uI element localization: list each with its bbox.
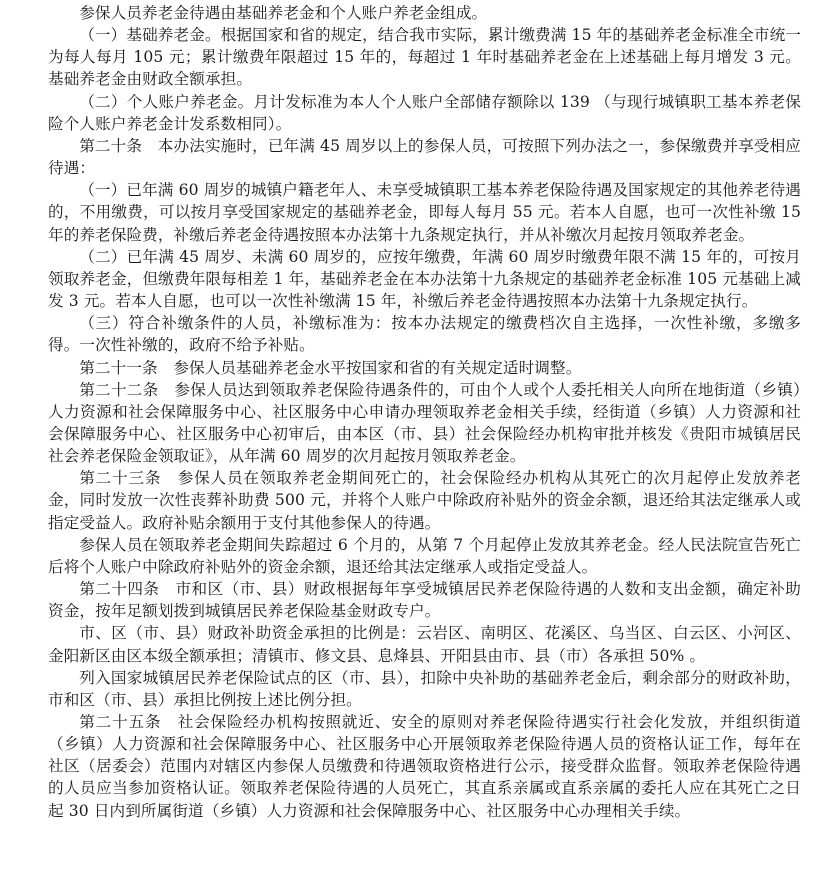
paragraph-article-23-missing: 参保人员在领取养老金期间失踪超过 6 个月的，从第 7 个月起停止发放其养老金。经人民法院宣告死亡后将个人账户中除政府补贴外的资金余额，退还给其法定继承人或指定受益人。 bbox=[48, 535, 801, 576]
paragraph-article-20: 第二十条 本办法实施时，已年满 45 周岁以上的参保人员，可按照下列办法之一，参保缴费并享受相应待遇： bbox=[48, 136, 801, 178]
paragraph-pension-composition: 参保人员养老金待遇由基础养老金和个人账户养老金组成。 bbox=[79, 4, 488, 22]
paragraph-article-23: 第二十三条 参保人员在领取养老金期间死亡的，社会保险经办机构从其死亡的次月起停止发放养老金，同时发放一次性丧葬补助费 500 元，并将个人账户中除政府补贴外的资金余额，退还给其法定继承人或指定受益人。政府补贴余额用于支付其他参保人的待遇。 bbox=[48, 469, 801, 532]
paragraph-basic-pension: （一）基础养老金。根据国家和省的规定，结合我市实际，累计缴费满 15 年的基础养老金标准全市统一为每人每月 105 元；累计缴费年限超过 15 年的，每超过 1 年时基础养老金在上述基础上每月增发 3 元。基础养老金由财政全额承担。 bbox=[48, 26, 801, 89]
paragraph-article-24: 第二十四条 市和区（市、县）财政根据每年享受城镇居民养老保险待遇的人数和支出金额，确定补助资金，按年足额划拨到城镇居民养老保险基金财政专户。 bbox=[48, 580, 801, 621]
paragraph-article-20-item-2: （二）已年满 45 周岁、未满 60 周岁的，应按年缴费，年满 60 周岁时缴费年限不满 15 年的，可按月领取养老金，但缴费年限每相差 1 年，基础养老金在本办法第十九条规定的基础养老金标准 105 元基础上减发 3 元。若本人自愿，也可以一次性补缴满 15 年，补缴后养老金待遇按照本办法第十九条规定执行。 bbox=[48, 247, 801, 311]
paragraph-article-20-item-1: （一）已年满 60 周岁的城镇户籍老年人、未享受城镇职工基本养老保险待遇及国家规定的其他养老待遇的，不用缴费，可以按月享受国家规定的基础养老金，即每人每月 55 元。若本人自愿，也可一次性补缴 15 年的养老保险费，补缴后养老金待遇按照本办法第十九条规定执行，并从补缴次月起按月领取养老金。 bbox=[48, 181, 801, 244]
paragraph-article-25: 第二十五条 社会保险经办机构按照就近、安全的原则对养老保险待遇实行社会化发放，并组织街道（乡镇）人力资源和社会保障服务中心、社区服务中心开展领取养老保险待遇人员的资格认证工作，每年在社区（居委会）范围内对辖区内参保人员缴费和待遇领取资格进行公示，接受群众监督。领取养老保险待遇的人员应当参加资格认证。领取养老保险待遇的人员死亡，其直系亲属或直系亲属的委托人应在其死亡之日起 30 日内到所属街道（乡镇）人力资源和社会保障服务中心、社区服务中心办理相关手续。 bbox=[48, 713, 801, 820]
paragraph-article-24-pilot: 列入国家城镇居民养老保险试点的区（市、县），扣除中央补助的基础养老金后，剩余部分的财政补助，市和区（市、县）承担比例按上述比例分担。 bbox=[48, 668, 801, 709]
paragraph-article-21: 第二十一条 参保人员基础养老金水平按国家和省的有关规定适时调整。 bbox=[79, 358, 582, 377]
paragraph-personal-account-pension: （二）个人账户养老金。月计发标准为本人个人账户全部储存额除以 139 （与现行城镇职工基本养老保险个人账户养老金计发系数相同）。 bbox=[48, 92, 801, 133]
paragraph-article-22: 第二十二条 参保人员达到领取养老保险待遇条件的，可由个人或个人委托相关人向所在地街道（乡镇）人力资源和社会保障服务中心、社区服务中心申请办理领取养老金相关手续，经街道（乡镇）人力资源和社会保障服务中心、社区服务中心初审后，由本区（市、县）社会保险经办机构审批并核发《贵阳市城镇居民社会养老保险金领取证》，从年满 60 周岁的次月起按月领取养老金。 bbox=[48, 380, 801, 466]
paragraph-article-20-item-3: （三）符合补缴条件的人员，补缴标准为：按本办法规定的缴费档次自主选择，一次性补缴，多缴多得。一次性补缴的，政府不给予补贴。 bbox=[48, 314, 801, 355]
paragraph-article-24-ratio: 市、区（市、县）财政补助资金承担的比例是：云岩区、南明区、花溪区、乌当区、白云区、小河区、金阳新区由区本级全额承担；清镇市、修文县、息烽县、开阳县由市、县（市）各承担 50% 。 bbox=[48, 624, 801, 665]
